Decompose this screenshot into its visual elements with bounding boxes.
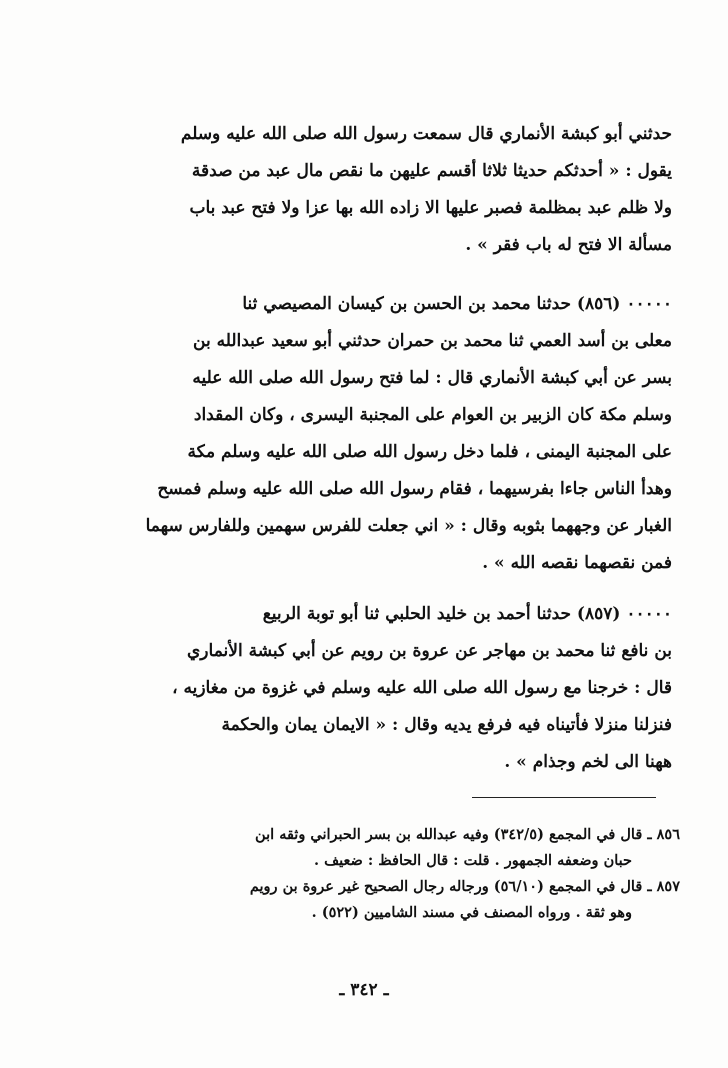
footnote-divider bbox=[472, 797, 656, 798]
text-line: بن نافع ثنا محمد بن مهاجر عن عروة بن رويم عن أبي كبشة الأنماري bbox=[187, 641, 672, 661]
text-line: حدثني أبو كبشة الأنماري قال سمعت رسول الله صلى الله عليه وسلم bbox=[180, 124, 672, 144]
text-line: الغبار عن وجههما بثوبه وقال : « اني جعلت للفرس سهمين وللفارس سهما bbox=[145, 516, 672, 536]
text-line: بسر عن أبي كبشة الأنماري قال : لما فتح رسول الله صلى الله عليه bbox=[192, 368, 672, 388]
text-line: على المجنبة اليمنى ، فلما دخل رسول الله صلى الله عليه وسلم مكة bbox=[187, 442, 672, 462]
hadith-paragraph-1 bbox=[54, 116, 672, 264]
text-line: مسألة الا فتح له باب فقر » . bbox=[465, 235, 672, 255]
text-line: فنزلنا منزلا فأتيناه فيه فرفع يديه وقال : « الايمان يمان والحكمة bbox=[221, 715, 672, 735]
text-line: معلى بن أسد العمي ثنا محمد بن حمران حدثني أبو سعيد عبدالله بن bbox=[193, 331, 672, 351]
text-line: فمن نقصهما نقصه الله » . bbox=[482, 553, 672, 573]
text-line: ههنا الى لخم وجذام » . bbox=[504, 752, 672, 772]
text-line: ٠٠٠٠٠ (٨٥٧) حدثنا أحمد بن خليد الحلبي ثنا أبو توبة الربيع bbox=[262, 604, 672, 624]
footnote-line: وهو ثقة . ورواه المصنف في مسند الشاميين (٥٢٢) . bbox=[311, 904, 632, 921]
footnote-line: ٨٥٧ ـ قال في المجمع (٥٦/١٠) ورجاله رجال الصحيح غير عروة بن رويم bbox=[249, 878, 680, 895]
text-line: وسلم مكة كان الزبير بن العوام على المجنبة اليسرى ، وكان المقداد bbox=[193, 405, 672, 425]
footnote-line: حبان وضعفه الجمهور . قلت : قال الحافظ : ضعيف . bbox=[314, 852, 632, 869]
text-line: ولا ظلم عبد بمظلمة فصبر عليها الا زاده الله بها عزا ولا فتح عبد باب bbox=[189, 198, 672, 218]
page-number: ـ ٣٤٢ ـ bbox=[339, 980, 389, 1000]
text-line: وهدأ الناس جاءا بفرسيهما ، فقام رسول الله صلى الله عليه وسلم فمسح bbox=[157, 479, 672, 499]
footnote-line: ٨٥٦ ـ قال في المجمع (٣٤٢/٥) وفيه عبدالله بن بسر الحبراني وثقه ابن bbox=[255, 826, 680, 843]
text-line: ٠٠٠٠٠ (٨٥٦) حدثنا محمد بن الحسن بن كيسان المصيصي ثنا bbox=[242, 294, 672, 314]
hadith-paragraph-857 bbox=[54, 596, 672, 781]
hadith-paragraph-856 bbox=[54, 286, 672, 582]
text-line: يقول : « أحدثكم حديثا ثلاثا أقسم عليهن ما نقص مال عبد من صدقة bbox=[191, 161, 672, 181]
text-line: قال : خرجنا مع رسول الله صلى الله عليه وسلم في غزوة من مغازيه ، bbox=[172, 678, 672, 698]
footnotes bbox=[54, 822, 680, 926]
